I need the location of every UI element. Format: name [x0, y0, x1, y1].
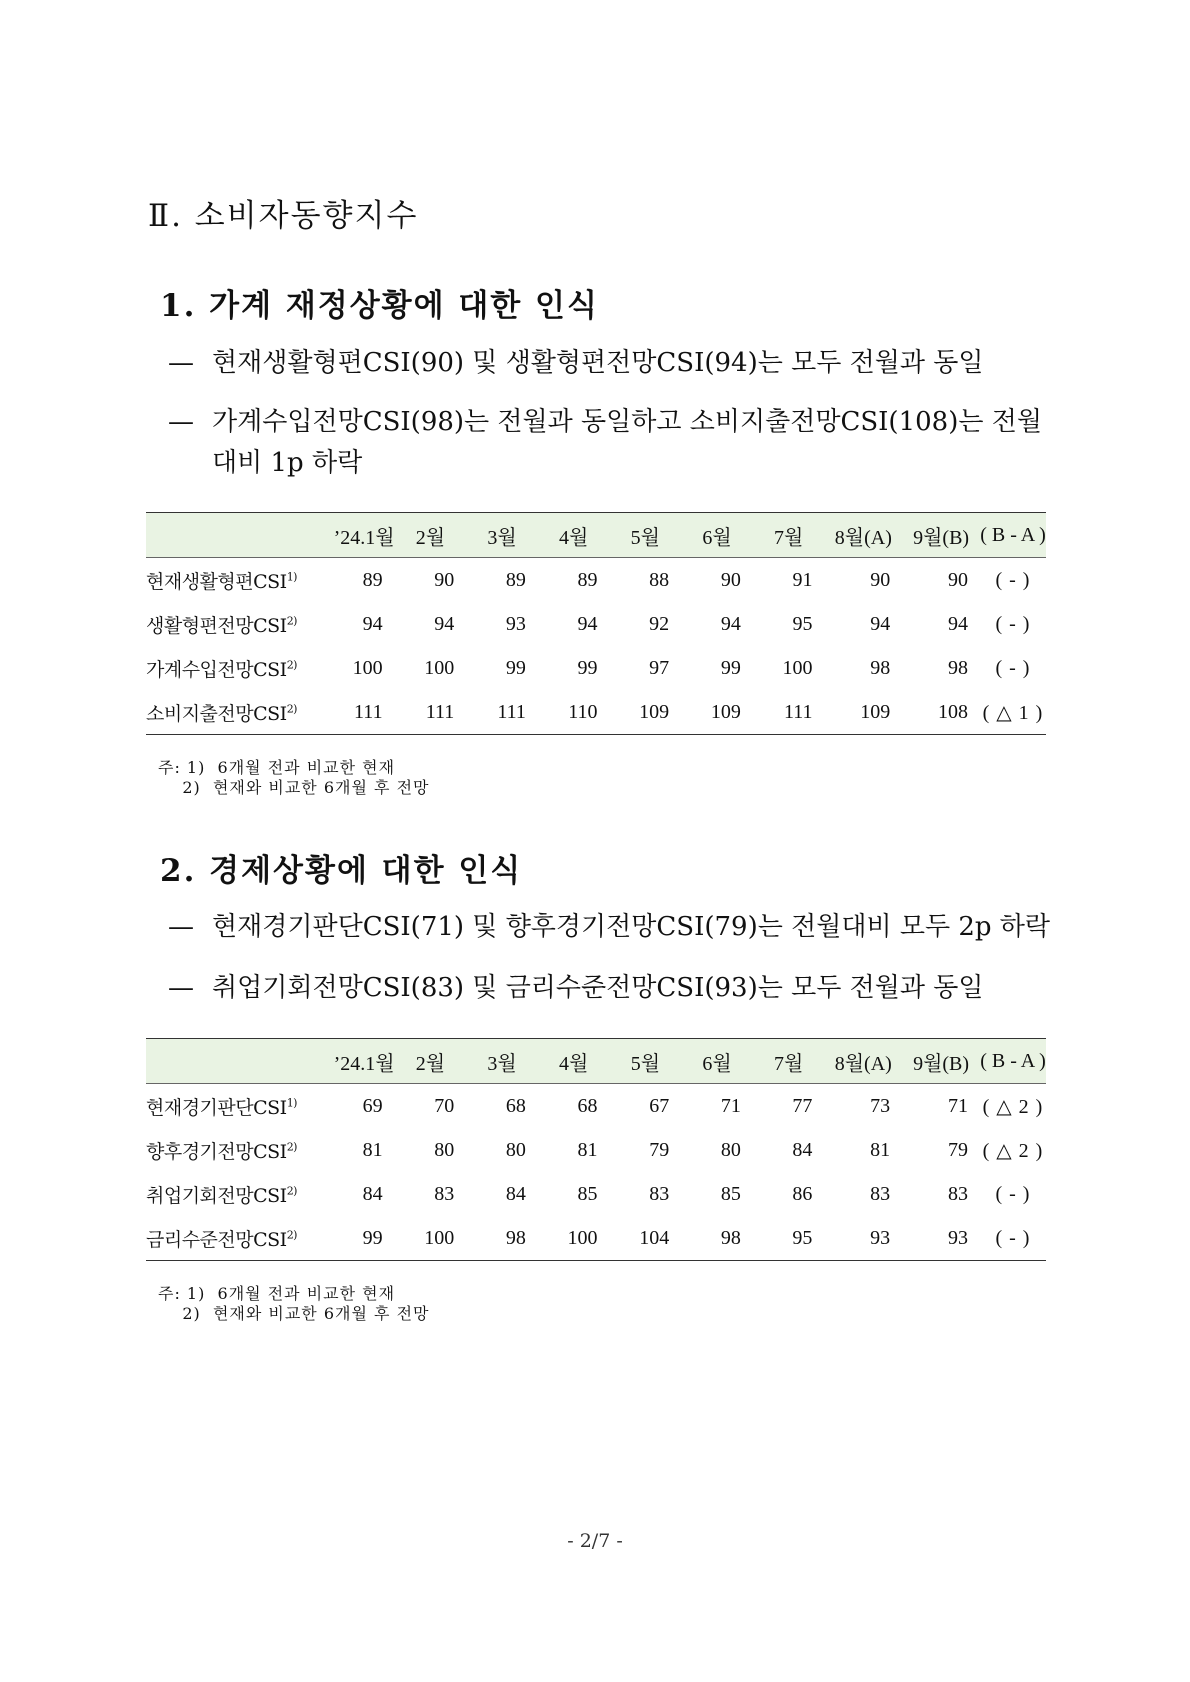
- table-row: [146, 602, 1046, 646]
- table-row: [146, 1128, 1046, 1172]
- change-cell: ( - ): [995, 1182, 1031, 1205]
- change-cell: ( - ): [980, 1216, 1046, 1261]
- value-cell: 81: [362, 1138, 383, 1161]
- part1-notes: [158, 758, 429, 798]
- value-cell: 94: [870, 612, 891, 635]
- row-label: [146, 602, 334, 646]
- value-cell: 79: [947, 1138, 968, 1161]
- table-row: [146, 558, 1046, 603]
- value-cell: 98: [870, 656, 891, 679]
- row-label: [146, 1084, 334, 1129]
- value-cell: 81: [577, 1138, 598, 1161]
- value-cell: 109: [824, 690, 902, 735]
- part2-title: 2. 경제상황에 대한 인식: [160, 853, 523, 889]
- part1-bullet-2: [168, 402, 1068, 484]
- value-cell: 98: [466, 1216, 538, 1261]
- value-cell: 69: [362, 1094, 383, 1117]
- value-cell: 81: [870, 1138, 891, 1161]
- value-cell: 94: [947, 612, 968, 635]
- value-cell: 89: [362, 568, 383, 591]
- row-label: [146, 1216, 334, 1261]
- footnote-marker: 2): [286, 702, 297, 716]
- value-cell: 80: [505, 1138, 526, 1161]
- row-label-text: 현재생활형편CSI: [146, 570, 287, 593]
- header-cell: 8월(A): [824, 513, 902, 558]
- value-cell: 70: [434, 1094, 455, 1117]
- footnote-marker: 2): [286, 1140, 297, 1154]
- change-cell: ( △ 2 ): [982, 1139, 1044, 1162]
- bullet-text: 현재경기판단CSI(71) 및 향후경기전망CSI(79)는 전월대비 모두 2p 하락: [212, 912, 1051, 942]
- row-label-text: 생활형편전망CSI: [146, 614, 287, 637]
- header-cell: 4월: [538, 513, 610, 558]
- value-cell: 90: [947, 568, 968, 591]
- row-label-text: 향후경기전망CSI: [146, 1140, 287, 1163]
- row-label: [146, 646, 334, 690]
- value-cell: 68: [505, 1094, 526, 1117]
- note-line: 주: 1) 6개월 전과 비교한 현재: [158, 758, 396, 777]
- value-cell: 99: [334, 1216, 395, 1261]
- value-cell: 83: [434, 1182, 455, 1205]
- footnote-marker: 2): [286, 658, 297, 672]
- value-cell: 97: [649, 656, 670, 679]
- value-cell: 95: [753, 1216, 825, 1261]
- value-cell: 111: [395, 690, 467, 735]
- header-cell: 7월: [753, 1039, 825, 1084]
- row-label-text: 금리수준전망CSI: [146, 1228, 287, 1251]
- change-cell: ( △ 1 ): [980, 690, 1046, 735]
- household-csi-table: [146, 512, 1046, 735]
- dash-marker: —: [168, 912, 194, 942]
- value-cell: 99: [505, 656, 526, 679]
- header-cell: [146, 1039, 334, 1084]
- value-cell: 89: [577, 568, 598, 591]
- row-label: [146, 690, 334, 735]
- footnote-marker: 2): [286, 1184, 297, 1198]
- dash-marker: —: [168, 407, 194, 437]
- value-cell: 92: [649, 612, 670, 635]
- table-row: [146, 1216, 1046, 1261]
- change-cell: ( - ): [995, 612, 1031, 635]
- value-cell: 88: [649, 568, 670, 591]
- value-cell: 86: [792, 1182, 813, 1205]
- value-cell: 84: [792, 1138, 813, 1161]
- value-cell: 71: [947, 1094, 968, 1117]
- header-cell: 8월(A): [824, 1039, 902, 1084]
- value-cell: 84: [362, 1182, 383, 1205]
- header-cell: 6월: [681, 513, 753, 558]
- header-cell: 2월: [395, 513, 467, 558]
- header-cell: [146, 513, 334, 558]
- value-cell: 79: [649, 1138, 670, 1161]
- table-row: [146, 690, 1046, 735]
- value-cell: 94: [362, 612, 383, 635]
- value-cell: 94: [577, 612, 598, 635]
- header-cell: 9월(B): [902, 1039, 980, 1084]
- value-cell: 85: [720, 1182, 741, 1205]
- value-cell: 90: [720, 568, 741, 591]
- row-label: [146, 558, 334, 603]
- value-cell: 83: [649, 1182, 670, 1205]
- value-cell: 93: [824, 1216, 902, 1261]
- part1-bullet-1: [168, 343, 1068, 384]
- header-cell: 3월: [466, 1039, 538, 1084]
- value-cell: 93: [902, 1216, 980, 1261]
- value-cell: 94: [434, 612, 455, 635]
- row-label-text: 취업기회전망CSI: [146, 1184, 287, 1207]
- value-cell: 90: [434, 568, 455, 591]
- value-cell: 73: [870, 1094, 891, 1117]
- value-cell: 67: [649, 1094, 670, 1117]
- value-cell: 90: [870, 568, 891, 591]
- value-cell: 108: [902, 690, 980, 735]
- header-cell: ’24.1월: [334, 1039, 395, 1084]
- value-cell: 110: [538, 690, 610, 735]
- table-header-row: [146, 1039, 1046, 1084]
- value-cell: 98: [681, 1216, 753, 1261]
- header-cell: 5월: [610, 513, 682, 558]
- value-cell: 111: [466, 690, 538, 735]
- value-cell: 93: [505, 612, 526, 635]
- header-cell: 6월: [681, 1039, 753, 1084]
- value-cell: 80: [434, 1138, 455, 1161]
- value-cell: 68: [577, 1094, 598, 1117]
- value-cell: 95: [792, 612, 813, 635]
- value-cell: 85: [577, 1182, 598, 1205]
- part1-title: 1. 가계 재정상황에 대한 인식: [160, 288, 599, 324]
- header-cell: 9월(B): [902, 513, 980, 558]
- note-line: 2) 현재와 비교한 6개월 후 전망: [158, 778, 430, 797]
- header-cell: 2월: [395, 1039, 467, 1084]
- change-cell: ( - ): [995, 568, 1031, 591]
- value-cell: 98: [947, 656, 968, 679]
- bullet-text: 가계수입전망CSI(98)는 전월과 동일하고 소비지출전망CSI(108)는 전월 대비 1p 하락: [212, 407, 1042, 478]
- page-number: - 2/7 -: [567, 1530, 623, 1552]
- change-cell: ( △ 2 ): [982, 1095, 1044, 1118]
- row-label-text: 현재경기판단CSI: [146, 1096, 287, 1119]
- row-label: [146, 1128, 334, 1172]
- footnote-marker: 2): [286, 614, 297, 628]
- value-cell: 80: [720, 1138, 741, 1161]
- value-cell: 84: [505, 1182, 526, 1205]
- value-cell: 83: [947, 1182, 968, 1205]
- part2-notes: [158, 1284, 429, 1324]
- header-cell: 5월: [610, 1039, 682, 1084]
- footnote-marker: 1): [286, 1096, 297, 1110]
- value-cell: 100: [352, 656, 383, 679]
- header-cell: ’24.1월: [334, 513, 395, 558]
- part2-bullet-1: [168, 907, 1068, 948]
- value-cell: 111: [334, 690, 395, 735]
- bullet-text: 취업기회전망CSI(83) 및 금리수준전망CSI(93)는 모두 전월과 동일: [212, 973, 984, 1003]
- value-cell: 91: [792, 568, 813, 591]
- header-cell: ( B - A ): [980, 1039, 1046, 1084]
- table-row: [146, 1172, 1046, 1216]
- header-cell: ( B - A ): [980, 513, 1046, 558]
- row-label-text: 가계수입전망CSI: [146, 658, 287, 681]
- note-line: 주: 1) 6개월 전과 비교한 현재: [158, 1284, 396, 1303]
- table-row: [146, 646, 1046, 690]
- dash-marker: —: [168, 973, 194, 1003]
- value-cell: 104: [610, 1216, 682, 1261]
- value-cell: 100: [538, 1216, 610, 1261]
- value-cell: 71: [720, 1094, 741, 1117]
- header-cell: 3월: [466, 513, 538, 558]
- bullet-text: 현재생활형편CSI(90) 및 생활형편전망CSI(94)는 모두 전월과 동일: [212, 348, 984, 378]
- value-cell: 77: [792, 1094, 813, 1117]
- header-cell: 4월: [538, 1039, 610, 1084]
- value-cell: 111: [753, 690, 825, 735]
- value-cell: 109: [681, 690, 753, 735]
- value-cell: 99: [720, 656, 741, 679]
- footnote-marker: 2): [286, 1228, 297, 1242]
- footnote-marker: 1): [286, 570, 297, 584]
- value-cell: 99: [577, 656, 598, 679]
- value-cell: 100: [782, 656, 813, 679]
- value-cell: 100: [424, 656, 455, 679]
- row-label-text: 소비지출전망CSI: [146, 702, 287, 725]
- value-cell: 100: [395, 1216, 467, 1261]
- dash-marker: —: [168, 348, 194, 378]
- change-cell: ( - ): [995, 656, 1031, 679]
- section-title: Ⅱ. 소비자동향지수: [148, 198, 419, 234]
- row-label: [146, 1172, 334, 1216]
- header-cell: 7월: [753, 513, 825, 558]
- part2-bullet-2: [168, 968, 1068, 1009]
- table-header-row: [146, 513, 1046, 558]
- value-cell: 94: [720, 612, 741, 635]
- value-cell: 83: [870, 1182, 891, 1205]
- value-cell: 109: [610, 690, 682, 735]
- table-row: [146, 1084, 1046, 1129]
- value-cell: 89: [505, 568, 526, 591]
- note-line: 2) 현재와 비교한 6개월 후 전망: [158, 1304, 430, 1323]
- economy-csi-table: [146, 1038, 1046, 1261]
